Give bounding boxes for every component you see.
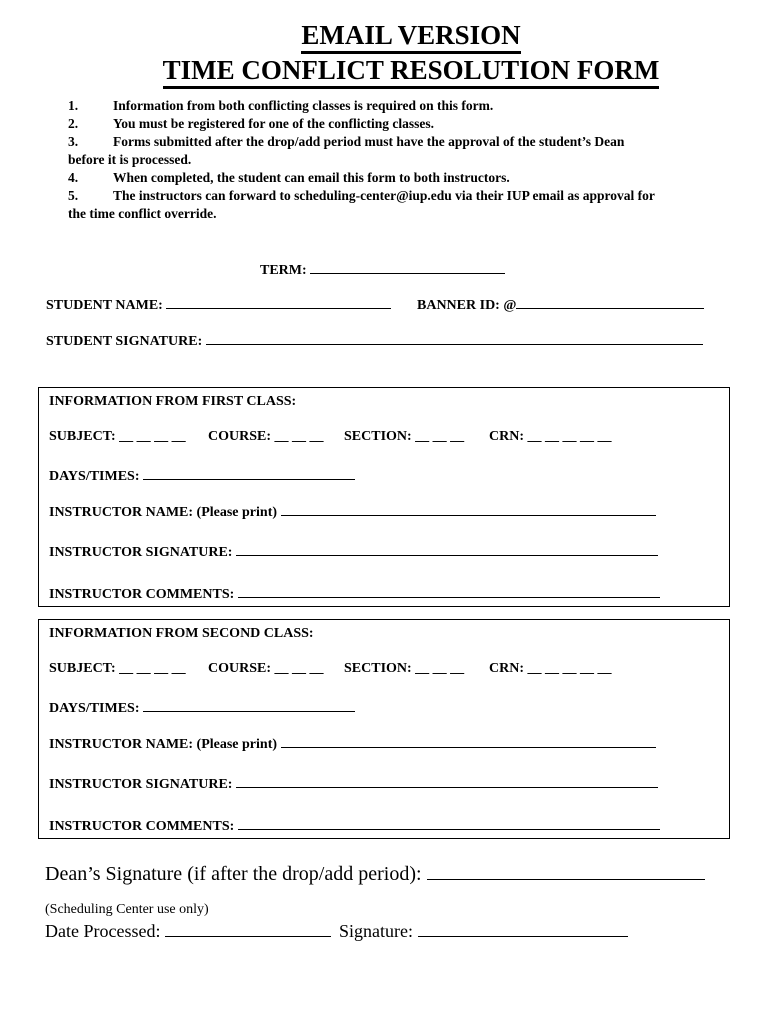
first-class-instructor-comments-row xyxy=(49,583,660,603)
second-class-box xyxy=(38,619,730,839)
first-class-instructor-name-label: INSTRUCTOR NAME: (Please print) xyxy=(49,505,278,520)
second-class-subject[interactable]: SUBJECT: __ __ __ __ xyxy=(49,661,186,676)
second-class-instructor-comments-row xyxy=(49,815,660,835)
first-class-days-label: DAYS/TIMES: xyxy=(49,469,140,484)
second-class-days-label: DAYS/TIMES: xyxy=(49,701,140,716)
banner-id-field[interactable] xyxy=(516,294,704,309)
banner-id-label: BANNER ID: @ xyxy=(417,298,517,313)
second-class-instructor-comments-field[interactable] xyxy=(238,815,660,830)
second-class-days-field[interactable] xyxy=(143,697,355,712)
second-class-instructor-signature-field[interactable] xyxy=(236,773,658,788)
second-class-instructor-signature-row xyxy=(49,773,658,793)
term-label: TERM: xyxy=(260,263,307,278)
second-class-instructor-name-field[interactable] xyxy=(281,733,656,748)
instruction-5: 5. The instructors can forward to scheduling-center@iup.edu via their IUP email as approval for xyxy=(68,188,655,203)
second-class-crn[interactable]: CRN: __ __ __ __ __ xyxy=(489,661,612,676)
student-signature-label: STUDENT SIGNATURE: xyxy=(46,334,203,349)
banner-id-row xyxy=(417,294,704,314)
scheduling-center-note: (Scheduling Center use only) xyxy=(45,902,209,917)
student-signature-row xyxy=(46,330,703,350)
term-row xyxy=(260,259,505,279)
form-title-line1: EMAIL VERSION xyxy=(0,20,770,50)
first-class-instructor-signature-label: INSTRUCTOR SIGNATURE: xyxy=(49,545,233,560)
dean-signature-row xyxy=(45,861,705,886)
first-class-instructor-name-row xyxy=(49,501,656,521)
instruction-5-continued: the time conflict override. xyxy=(68,206,217,221)
first-class-heading: INFORMATION FROM FIRST CLASS: xyxy=(49,394,297,409)
term-field[interactable] xyxy=(310,259,505,274)
first-class-section[interactable]: SECTION: __ __ __ xyxy=(344,429,465,444)
date-processed-label: Date Processed: xyxy=(45,921,161,941)
first-class-subject[interactable]: SUBJECT: __ __ __ __ xyxy=(49,429,186,444)
dean-signature-field[interactable] xyxy=(427,861,705,880)
first-class-days-row xyxy=(49,465,355,485)
date-processed-field[interactable] xyxy=(165,920,331,937)
second-class-section[interactable]: SECTION: __ __ __ xyxy=(344,661,465,676)
instruction-4: 4. When completed, the student can email this form to both instructors. xyxy=(68,170,510,185)
student-signature-field[interactable] xyxy=(206,330,703,345)
second-class-heading: INFORMATION FROM SECOND CLASS: xyxy=(49,626,314,641)
processed-signature-field[interactable] xyxy=(418,920,628,937)
second-class-instructor-name-label: INSTRUCTOR NAME: (Please print) xyxy=(49,737,278,752)
student-name-row xyxy=(46,294,391,314)
first-class-instructor-comments-field[interactable] xyxy=(238,583,660,598)
instruction-2: 2. You must be registered for one of the conflicting classes. xyxy=(68,116,434,131)
form-title-line2: TIME CONFLICT RESOLUTION FORM xyxy=(0,55,770,85)
first-class-crn[interactable]: CRN: __ __ __ __ __ xyxy=(489,429,612,444)
instruction-3: 3. Forms submitted after the drop/add period must have the approval of the student’s Dean xyxy=(68,134,625,149)
first-class-instructor-signature-row xyxy=(49,541,658,561)
first-class-box xyxy=(38,387,730,607)
instruction-1: 1. Information from both conflicting classes is required on this form. xyxy=(68,98,494,113)
first-class-instructor-comments-label: INSTRUCTOR COMMENTS: xyxy=(49,587,235,602)
instruction-3-continued: before it is processed. xyxy=(68,152,192,167)
processed-signature-label: Signature: xyxy=(339,921,413,941)
dean-signature-label: Dean’s Signature (if after the drop/add period): xyxy=(45,863,422,885)
student-name-field[interactable] xyxy=(166,294,391,309)
second-class-course[interactable]: COURSE: __ __ __ xyxy=(208,661,324,676)
student-name-label: STUDENT NAME: xyxy=(46,298,163,313)
first-class-course[interactable]: COURSE: __ __ __ xyxy=(208,429,324,444)
first-class-instructor-signature-field[interactable] xyxy=(236,541,658,556)
second-class-days-row xyxy=(49,697,355,717)
second-class-instructor-comments-label: INSTRUCTOR COMMENTS: xyxy=(49,819,235,834)
second-class-instructor-signature-label: INSTRUCTOR SIGNATURE: xyxy=(49,777,233,792)
second-class-instructor-name-row xyxy=(49,733,656,753)
processed-signature-row xyxy=(339,920,628,942)
first-class-instructor-name-field[interactable] xyxy=(281,501,656,516)
date-processed-row xyxy=(45,920,331,942)
first-class-days-field[interactable] xyxy=(143,465,355,480)
